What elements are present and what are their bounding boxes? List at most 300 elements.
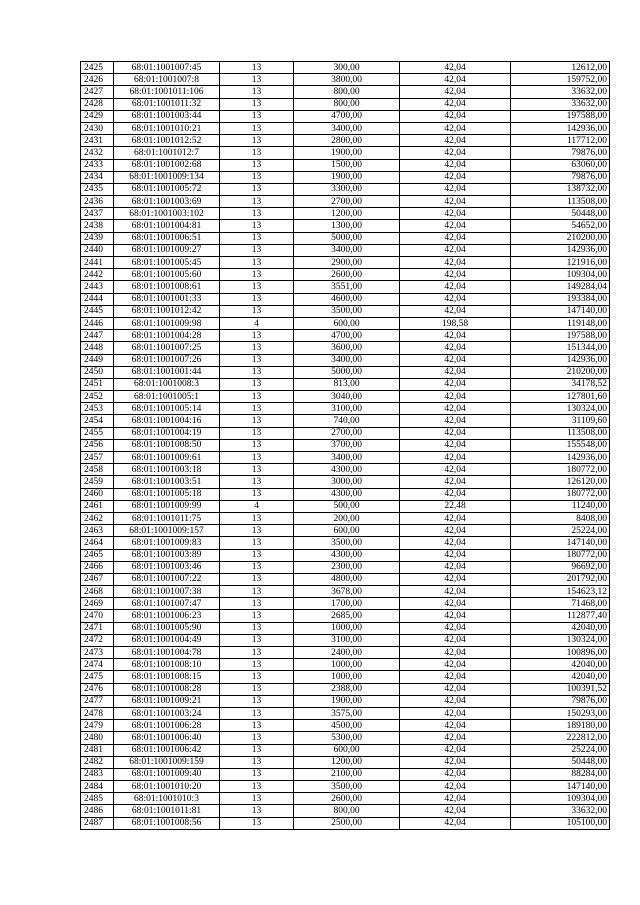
value-cell: 155548,00 <box>511 439 610 451</box>
value-cell: 138732,00 <box>511 183 610 195</box>
rate-cell: 42,04 <box>400 622 511 634</box>
cadastral-number-cell: 68:01:1001012:52 <box>114 135 220 147</box>
cadastral-number-cell: 68:01:1001012:42 <box>114 305 220 317</box>
table-row <box>81 378 610 390</box>
area-cell: 800,00 <box>294 86 400 98</box>
value-cell: 33632,00 <box>511 86 610 98</box>
value-cell: 54652,00 <box>511 220 610 232</box>
area-cell: 5000,00 <box>294 366 400 378</box>
rate-cell: 42,04 <box>400 281 511 293</box>
table-row <box>81 427 610 439</box>
row-number-cell: 2439 <box>81 232 114 244</box>
rate-cell: 42,04 <box>400 659 511 671</box>
area-cell: 3575,00 <box>294 707 400 719</box>
area-cell: 3100,00 <box>294 403 400 415</box>
category-cell: 13 <box>220 439 294 451</box>
category-cell: 13 <box>220 366 294 378</box>
area-cell: 3400,00 <box>294 244 400 256</box>
row-number-cell: 2463 <box>81 525 114 537</box>
cadastral-number-cell: 68:01:1001001:33 <box>114 293 220 305</box>
row-number-cell: 2483 <box>81 768 114 780</box>
value-cell: 154623,12 <box>511 586 610 598</box>
value-cell: 50448,00 <box>511 756 610 768</box>
area-cell: 2685,00 <box>294 610 400 622</box>
table-row <box>81 183 610 195</box>
category-cell: 13 <box>220 220 294 232</box>
table-row <box>81 135 610 147</box>
area-cell: 3400,00 <box>294 452 400 464</box>
row-number-cell: 2427 <box>81 86 114 98</box>
row-number-cell: 2478 <box>81 707 114 719</box>
cadastral-number-cell: 68:01:1001010:21 <box>114 122 220 134</box>
rate-cell: 42,04 <box>400 720 511 732</box>
table-row <box>81 732 610 744</box>
table-row <box>81 683 610 695</box>
cadastral-number-cell: 68:01:1001004:49 <box>114 634 220 646</box>
category-cell: 13 <box>220 488 294 500</box>
table-row <box>81 403 610 415</box>
value-cell: 147140,00 <box>511 305 610 317</box>
rate-cell: 42,04 <box>400 330 511 342</box>
cadastral-number-cell: 68:01:1001004:78 <box>114 647 220 659</box>
area-cell: 1500,00 <box>294 159 400 171</box>
category-cell: 13 <box>220 98 294 110</box>
rate-cell: 42,04 <box>400 598 511 610</box>
category-cell: 13 <box>220 342 294 354</box>
rate-cell: 42,04 <box>400 305 511 317</box>
value-cell: 121916,00 <box>511 257 610 269</box>
cadastral-number-cell: 68:01:1001003:44 <box>114 110 220 122</box>
cadastral-number-cell: 68:01:1001008:28 <box>114 683 220 695</box>
category-cell: 13 <box>220 598 294 610</box>
value-cell: 31109,60 <box>511 415 610 427</box>
rate-cell: 42,04 <box>400 707 511 719</box>
row-number-cell: 2464 <box>81 537 114 549</box>
value-cell: 197588,00 <box>511 330 610 342</box>
area-cell: 4700,00 <box>294 330 400 342</box>
rate-cell: 42,04 <box>400 683 511 695</box>
category-cell: 13 <box>220 659 294 671</box>
category-cell: 13 <box>220 415 294 427</box>
category-cell: 13 <box>220 293 294 305</box>
table-row <box>81 86 610 98</box>
row-number-cell: 2481 <box>81 744 114 756</box>
table-row <box>81 62 610 74</box>
value-cell: 33632,00 <box>511 98 610 110</box>
data-table <box>80 61 610 830</box>
table-row <box>81 573 610 585</box>
rate-cell: 42,04 <box>400 98 511 110</box>
table-row <box>81 208 610 220</box>
rate-cell: 42,04 <box>400 135 511 147</box>
value-cell: 112877,40 <box>511 610 610 622</box>
table-row <box>81 257 610 269</box>
cadastral-number-cell: 68:01:1001007:26 <box>114 354 220 366</box>
category-cell: 13 <box>220 561 294 573</box>
area-cell: 3100,00 <box>294 634 400 646</box>
cadastral-number-cell: 68:01:1001005:18 <box>114 488 220 500</box>
table-row <box>81 305 610 317</box>
value-cell: 180772,00 <box>511 488 610 500</box>
table-row <box>81 269 610 281</box>
value-cell: 8408,00 <box>511 512 610 524</box>
category-cell: 13 <box>220 805 294 817</box>
row-number-cell: 2434 <box>81 171 114 183</box>
table-row <box>81 74 610 86</box>
rate-cell: 42,04 <box>400 732 511 744</box>
value-cell: 189180,00 <box>511 720 610 732</box>
area-cell: 200,00 <box>294 512 400 524</box>
value-cell: 113508,00 <box>511 196 610 208</box>
rate-cell: 42,04 <box>400 793 511 805</box>
table-row <box>81 366 610 378</box>
row-number-cell: 2438 <box>81 220 114 232</box>
row-number-cell: 2468 <box>81 586 114 598</box>
value-cell: 100391,52 <box>511 683 610 695</box>
area-cell: 2700,00 <box>294 427 400 439</box>
category-cell: 13 <box>220 683 294 695</box>
area-cell: 600,00 <box>294 525 400 537</box>
rate-cell: 42,04 <box>400 147 511 159</box>
category-cell: 13 <box>220 695 294 707</box>
cadastral-number-cell: 68:01:1001007:25 <box>114 342 220 354</box>
rate-cell: 42,04 <box>400 183 511 195</box>
table-row <box>81 500 610 512</box>
category-cell: 13 <box>220 610 294 622</box>
row-number-cell: 2455 <box>81 427 114 439</box>
rate-cell: 42,04 <box>400 62 511 74</box>
area-cell: 3500,00 <box>294 781 400 793</box>
category-cell: 13 <box>220 573 294 585</box>
table-row <box>81 793 610 805</box>
table-row <box>81 805 610 817</box>
rate-cell: 42,04 <box>400 744 511 756</box>
area-cell: 1700,00 <box>294 598 400 610</box>
area-cell: 5000,00 <box>294 232 400 244</box>
value-cell: 142936,00 <box>511 452 610 464</box>
row-number-cell: 2425 <box>81 62 114 74</box>
rate-cell: 42,04 <box>400 488 511 500</box>
rate-cell: 42,04 <box>400 86 511 98</box>
table-row <box>81 415 610 427</box>
area-cell: 1000,00 <box>294 622 400 634</box>
value-cell: 42040,00 <box>511 671 610 683</box>
category-cell: 13 <box>220 86 294 98</box>
area-cell: 3500,00 <box>294 305 400 317</box>
value-cell: 42040,00 <box>511 622 610 634</box>
category-cell: 13 <box>220 464 294 476</box>
value-cell: 11240,00 <box>511 500 610 512</box>
table-row <box>81 720 610 732</box>
table-row <box>81 293 610 305</box>
cadastral-number-cell: 68:01:1001003:89 <box>114 549 220 561</box>
value-cell: 180772,00 <box>511 464 610 476</box>
cadastral-number-cell: 68:01:1001009:134 <box>114 171 220 183</box>
cadastral-number-cell: 68:01:1001009:40 <box>114 768 220 780</box>
area-cell: 2900,00 <box>294 257 400 269</box>
category-cell: 13 <box>220 74 294 86</box>
table-row <box>81 244 610 256</box>
category-cell: 13 <box>220 427 294 439</box>
rate-cell: 42,04 <box>400 634 511 646</box>
cadastral-number-cell: 68:01:1001012:7 <box>114 147 220 159</box>
area-cell: 2388,00 <box>294 683 400 695</box>
area-cell: 600,00 <box>294 317 400 329</box>
cadastral-number-cell: 68:01:1001008:3 <box>114 378 220 390</box>
rate-cell: 42,04 <box>400 695 511 707</box>
category-cell: 13 <box>220 403 294 415</box>
table-row <box>81 464 610 476</box>
area-cell: 4700,00 <box>294 110 400 122</box>
area-cell: 4600,00 <box>294 293 400 305</box>
category-cell: 13 <box>220 391 294 403</box>
rate-cell: 42,04 <box>400 391 511 403</box>
rate-cell: 42,04 <box>400 110 511 122</box>
row-number-cell: 2433 <box>81 159 114 171</box>
value-cell: 127801,60 <box>511 391 610 403</box>
area-cell: 3000,00 <box>294 476 400 488</box>
category-cell: 13 <box>220 537 294 549</box>
area-cell: 2600,00 <box>294 793 400 805</box>
row-number-cell: 2471 <box>81 622 114 634</box>
row-number-cell: 2431 <box>81 135 114 147</box>
row-number-cell: 2459 <box>81 476 114 488</box>
cadastral-number-cell: 68:01:1001009:99 <box>114 500 220 512</box>
rate-cell: 42,04 <box>400 671 511 683</box>
category-cell: 13 <box>220 549 294 561</box>
area-cell: 1900,00 <box>294 171 400 183</box>
area-cell: 3400,00 <box>294 354 400 366</box>
row-number-cell: 2465 <box>81 549 114 561</box>
row-number-cell: 2458 <box>81 464 114 476</box>
area-cell: 800,00 <box>294 805 400 817</box>
table-row <box>81 196 610 208</box>
rate-cell: 42,04 <box>400 525 511 537</box>
value-cell: 79876,00 <box>511 171 610 183</box>
value-cell: 130324,00 <box>511 403 610 415</box>
value-cell: 142936,00 <box>511 354 610 366</box>
cadastral-number-cell: 68:01:1001009:157 <box>114 525 220 537</box>
category-cell: 13 <box>220 793 294 805</box>
rate-cell: 42,04 <box>400 269 511 281</box>
cadastral-number-cell: 68:01:1001005:60 <box>114 269 220 281</box>
value-cell: 113508,00 <box>511 427 610 439</box>
category-cell: 13 <box>220 817 294 829</box>
area-cell: 3500,00 <box>294 537 400 549</box>
cadastral-number-cell: 68:01:1001008:10 <box>114 659 220 671</box>
category-cell: 13 <box>220 378 294 390</box>
category-cell: 13 <box>220 62 294 74</box>
row-number-cell: 2445 <box>81 305 114 317</box>
value-cell: 34178,52 <box>511 378 610 390</box>
category-cell: 13 <box>220 525 294 537</box>
row-number-cell: 2429 <box>81 110 114 122</box>
category-cell: 13 <box>220 744 294 756</box>
rate-cell: 42,04 <box>400 244 511 256</box>
table-row <box>81 98 610 110</box>
cadastral-number-cell: 68:01:1001004:19 <box>114 427 220 439</box>
table-row <box>81 622 610 634</box>
value-cell: 180772,00 <box>511 549 610 561</box>
cadastral-number-cell: 68:01:1001011:32 <box>114 98 220 110</box>
value-cell: 25224,00 <box>511 744 610 756</box>
table-row <box>81 671 610 683</box>
rate-cell: 42,04 <box>400 537 511 549</box>
category-cell: 13 <box>220 147 294 159</box>
row-number-cell: 2450 <box>81 366 114 378</box>
row-number-cell: 2432 <box>81 147 114 159</box>
cadastral-number-cell: 68:01:1001010:3 <box>114 793 220 805</box>
table-row <box>81 354 610 366</box>
area-cell: 3400,00 <box>294 122 400 134</box>
area-cell: 1200,00 <box>294 756 400 768</box>
rate-cell: 42,04 <box>400 647 511 659</box>
table-row <box>81 537 610 549</box>
row-number-cell: 2474 <box>81 659 114 671</box>
row-number-cell: 2460 <box>81 488 114 500</box>
area-cell: 600,00 <box>294 744 400 756</box>
cadastral-number-cell: 68:01:1001004:28 <box>114 330 220 342</box>
table-row <box>81 598 610 610</box>
cadastral-number-cell: 68:01:1001004:81 <box>114 220 220 232</box>
area-cell: 4800,00 <box>294 573 400 585</box>
row-number-cell: 2444 <box>81 293 114 305</box>
row-number-cell: 2486 <box>81 805 114 817</box>
area-cell: 2700,00 <box>294 196 400 208</box>
value-cell: 150293,00 <box>511 707 610 719</box>
value-cell: 63060,00 <box>511 159 610 171</box>
cadastral-number-cell: 68:01:1001005:14 <box>114 403 220 415</box>
row-number-cell: 2452 <box>81 391 114 403</box>
rate-cell: 42,04 <box>400 476 511 488</box>
value-cell: 33632,00 <box>511 805 610 817</box>
rate-cell: 42,04 <box>400 768 511 780</box>
cadastral-number-cell: 68:01:1001009:61 <box>114 452 220 464</box>
row-number-cell: 2446 <box>81 317 114 329</box>
row-number-cell: 2448 <box>81 342 114 354</box>
category-cell: 13 <box>220 135 294 147</box>
value-cell: 96692,00 <box>511 561 610 573</box>
table-row <box>81 281 610 293</box>
value-cell: 42040,00 <box>511 659 610 671</box>
table-row <box>81 561 610 573</box>
rate-cell: 42,04 <box>400 781 511 793</box>
row-number-cell: 2451 <box>81 378 114 390</box>
area-cell: 1000,00 <box>294 659 400 671</box>
table-row <box>81 476 610 488</box>
table-row <box>81 744 610 756</box>
row-number-cell: 2479 <box>81 720 114 732</box>
rate-cell: 42,04 <box>400 427 511 439</box>
category-cell: 13 <box>220 512 294 524</box>
cadastral-number-cell: 68:01:1001006:28 <box>114 720 220 732</box>
row-number-cell: 2485 <box>81 793 114 805</box>
area-cell: 4500,00 <box>294 720 400 732</box>
row-number-cell: 2437 <box>81 208 114 220</box>
area-cell: 3600,00 <box>294 342 400 354</box>
area-cell: 740,00 <box>294 415 400 427</box>
table-row <box>81 122 610 134</box>
cadastral-number-cell: 68:01:1001001:44 <box>114 366 220 378</box>
cadastral-number-cell: 68:01:1001007:8 <box>114 74 220 86</box>
area-cell: 1300,00 <box>294 220 400 232</box>
cadastral-number-cell: 68:01:1001006:42 <box>114 744 220 756</box>
table-row <box>81 512 610 524</box>
rate-cell: 42,04 <box>400 439 511 451</box>
row-number-cell: 2477 <box>81 695 114 707</box>
area-cell: 800,00 <box>294 98 400 110</box>
row-number-cell: 2443 <box>81 281 114 293</box>
category-cell: 13 <box>220 647 294 659</box>
table-row <box>81 756 610 768</box>
row-number-cell: 2454 <box>81 415 114 427</box>
category-cell: 13 <box>220 476 294 488</box>
cadastral-number-cell: 68:01:1001006:51 <box>114 232 220 244</box>
rate-cell: 42,04 <box>400 159 511 171</box>
value-cell: 130324,00 <box>511 634 610 646</box>
value-cell: 147140,00 <box>511 781 610 793</box>
rate-cell: 42,04 <box>400 452 511 464</box>
cadastral-number-cell: 68:01:1001005:72 <box>114 183 220 195</box>
category-cell: 13 <box>220 281 294 293</box>
row-number-cell: 2456 <box>81 439 114 451</box>
row-number-cell: 2473 <box>81 647 114 659</box>
value-cell: 25224,00 <box>511 525 610 537</box>
table-row <box>81 147 610 159</box>
row-number-cell: 2441 <box>81 257 114 269</box>
cadastral-number-cell: 68:01:1001002:68 <box>114 159 220 171</box>
rate-cell: 198,58 <box>400 317 511 329</box>
table-row <box>81 586 610 598</box>
cadastral-number-cell: 68:01:1001011:75 <box>114 512 220 524</box>
value-cell: 79876,00 <box>511 695 610 707</box>
cadastral-number-cell: 68:01:1001003:51 <box>114 476 220 488</box>
cadastral-number-cell: 68:01:1001005:45 <box>114 257 220 269</box>
table-row <box>81 317 610 329</box>
category-cell: 13 <box>220 305 294 317</box>
row-number-cell: 2428 <box>81 98 114 110</box>
cadastral-number-cell: 68:01:1001008:56 <box>114 817 220 829</box>
rate-cell: 42,04 <box>400 208 511 220</box>
category-cell: 13 <box>220 671 294 683</box>
rate-cell: 22,48 <box>400 500 511 512</box>
table-row <box>81 610 610 622</box>
cadastral-number-cell: 68:01:1001008:61 <box>114 281 220 293</box>
cadastral-number-cell: 68:01:1001007:22 <box>114 573 220 585</box>
rate-cell: 42,04 <box>400 122 511 134</box>
row-number-cell: 2462 <box>81 512 114 524</box>
cadastral-number-cell: 68:01:1001011:81 <box>114 805 220 817</box>
rate-cell: 42,04 <box>400 561 511 573</box>
table-row <box>81 330 610 342</box>
area-cell: 3678,00 <box>294 586 400 598</box>
rate-cell: 42,04 <box>400 257 511 269</box>
row-number-cell: 2447 <box>81 330 114 342</box>
area-cell: 4300,00 <box>294 488 400 500</box>
category-cell: 13 <box>220 183 294 195</box>
value-cell: 159752,00 <box>511 74 610 86</box>
rate-cell: 42,04 <box>400 366 511 378</box>
rate-cell: 42,04 <box>400 464 511 476</box>
area-cell: 2600,00 <box>294 269 400 281</box>
table-row <box>81 707 610 719</box>
category-cell: 13 <box>220 768 294 780</box>
table-row <box>81 391 610 403</box>
area-cell: 500,00 <box>294 500 400 512</box>
cadastral-number-cell: 68:01:1001010:20 <box>114 781 220 793</box>
row-number-cell: 2476 <box>81 683 114 695</box>
cadastral-number-cell: 68:01:1001009:98 <box>114 317 220 329</box>
